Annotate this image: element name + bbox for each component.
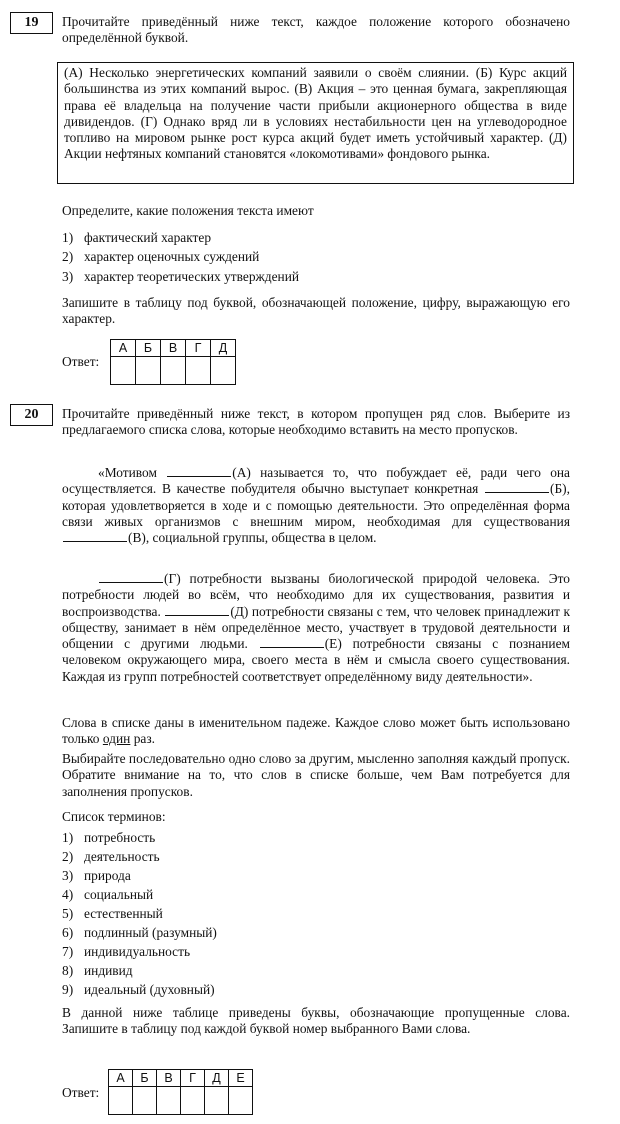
answer-header-cell: А — [109, 1070, 133, 1087]
answer-header-cell: Д — [211, 340, 236, 357]
blank-e — [165, 604, 229, 616]
task-20-terms-list — [62, 828, 570, 999]
blank-c — [63, 530, 127, 542]
blank-b — [485, 481, 549, 493]
task-19-passage: (А) Несколько энергетических компаний заявили о своём слиянии. (Б) Курс акций большинства из этих компаний вырос. (В) Акция – это ценная бумага, закрепляющая права её владельца на получение части прибыли акционерного общества в виде дивидендов. (Г) Однако вряд ли в условиях нестабильности цен на углеводородное топливо на мировом рынке рост курса акций будет иметь устойчивый характер. (Д) Акции нефтяных компаний становятся «локомотивами» фондового рынка. — [64, 65, 567, 162]
list-item: 6) подлинный (разумный) — [62, 925, 217, 940]
list-item: 5) естественный — [62, 906, 163, 921]
answer-input-cell[interactable] — [133, 1087, 157, 1115]
answer-header-cell: Б — [136, 340, 161, 357]
answer-header-cell: Д — [205, 1070, 229, 1087]
answer-header-cell: Г — [186, 340, 211, 357]
answer-input-cell[interactable] — [161, 357, 186, 385]
task-20-number: 20 — [10, 404, 53, 426]
list-item: 7) индивидуальность — [62, 944, 191, 959]
answer-header-cell: Б — [133, 1070, 157, 1087]
task-19-question: Определите, какие положения текста имеют — [62, 203, 314, 218]
answer-input-cell[interactable] — [205, 1087, 229, 1115]
task-20-rule-2: Выбирайте последовательно одно слово за другим, мысленно заполняя каждый пропуск. Обратите внимание на то, что слов в списке больше, чем Вам потребуется для заполнения пропусков. — [62, 751, 570, 799]
list-item: 2) деятельность — [62, 849, 160, 864]
task-20-instruction: В данной ниже таблице приведены буквы, обозначающие пропущенные слова. Запишите в таблицу под каждой буквой номер выбранного Вами слова. — [62, 1005, 570, 1037]
answer-input-cell[interactable] — [136, 357, 161, 385]
list-item: 1) потребность — [62, 830, 156, 845]
task-20-terms-title: Список терминов: — [62, 809, 166, 824]
task-20-rule-1: Слова в списке даны в именительном падеже. Каждое слово может быть использовано только один раз. — [62, 715, 570, 747]
answer-input-cell[interactable] — [186, 357, 211, 385]
task-20-text-p2: (Г) потребности вызваны биологической природой человека. Это потребности людей во всём, что необходимо для их существования, развития и воспроизводства. (Д) потребности связаны с тем, что человек принадлежит к обществу, занимает в нём определённое место, участвует в трудовой деятельности и общении с другими людьми. (Е) потребности связаны с познанием человеком окружающего мира, своего места в нём и смысла своего существования. Каждая из групп потребностей соответствует определённому виду деятельности». — [62, 571, 570, 684]
answer-input-cell[interactable] — [229, 1087, 253, 1115]
answer-input-cell[interactable] — [157, 1087, 181, 1115]
blank-a — [167, 465, 231, 477]
answer-input-cell[interactable] — [111, 357, 136, 385]
list-item: 8) индивид — [62, 963, 133, 978]
blank-d — [99, 571, 163, 583]
list-item: 4) социальный — [62, 887, 154, 902]
list-item: 2) характер оценочных суждений — [62, 249, 260, 265]
list-item: 3) природа — [62, 868, 131, 883]
answer-header-cell: Г — [181, 1070, 205, 1087]
list-item: 9) идеальный (духовный) — [62, 982, 215, 997]
answer-input-cell[interactable] — [181, 1087, 205, 1115]
task-19-passage-frame — [57, 62, 574, 184]
task-19-instruction: Запишите в таблицу под буквой, обозначающей положение, цифру, выражающую его характер. — [62, 295, 570, 327]
answer-header-cell: В — [161, 340, 186, 357]
answer-header-cell: Е — [229, 1070, 253, 1087]
answer-input-cell[interactable] — [109, 1087, 133, 1115]
answer-input-cell[interactable] — [211, 357, 236, 385]
task-20-text-p1: «Мотивом (А) называется то, что побуждает её, ради чего она осуществляется. В качестве побудителя обычно выступает конкретная (Б), которая удовлетворяется в ходе и с помощью деятельности. Это определённая форма связи живых организмов с внешним миром, необходимая для существования (В), социальной группы, общества в целом. — [62, 465, 570, 546]
list-item: 1) фактический характер — [62, 230, 212, 245]
task-20-intro: Прочитайте приведённый ниже текст, в котором пропущен ряд слов. Выберите из предлагаемого списка слова, которые необходимо вставить на место пропусков. — [62, 406, 570, 438]
list-item: 3) характер теоретических утверждений — [62, 268, 300, 284]
answer-header-cell: А — [111, 340, 136, 357]
answer-header-cell: В — [157, 1070, 181, 1087]
task-19-answer-table — [110, 339, 236, 385]
task-20-answer-label: Ответ: — [62, 1085, 100, 1100]
task-20-answer-table — [108, 1069, 253, 1115]
task-19-answer-label: Ответ: — [62, 354, 100, 369]
task-19-intro: Прочитайте приведённый ниже текст, каждое положение которого обозначено определённой буквой. — [62, 14, 570, 46]
blank-f — [260, 636, 324, 648]
task-19-number: 19 — [10, 12, 53, 34]
task-19-options — [62, 230, 570, 285]
